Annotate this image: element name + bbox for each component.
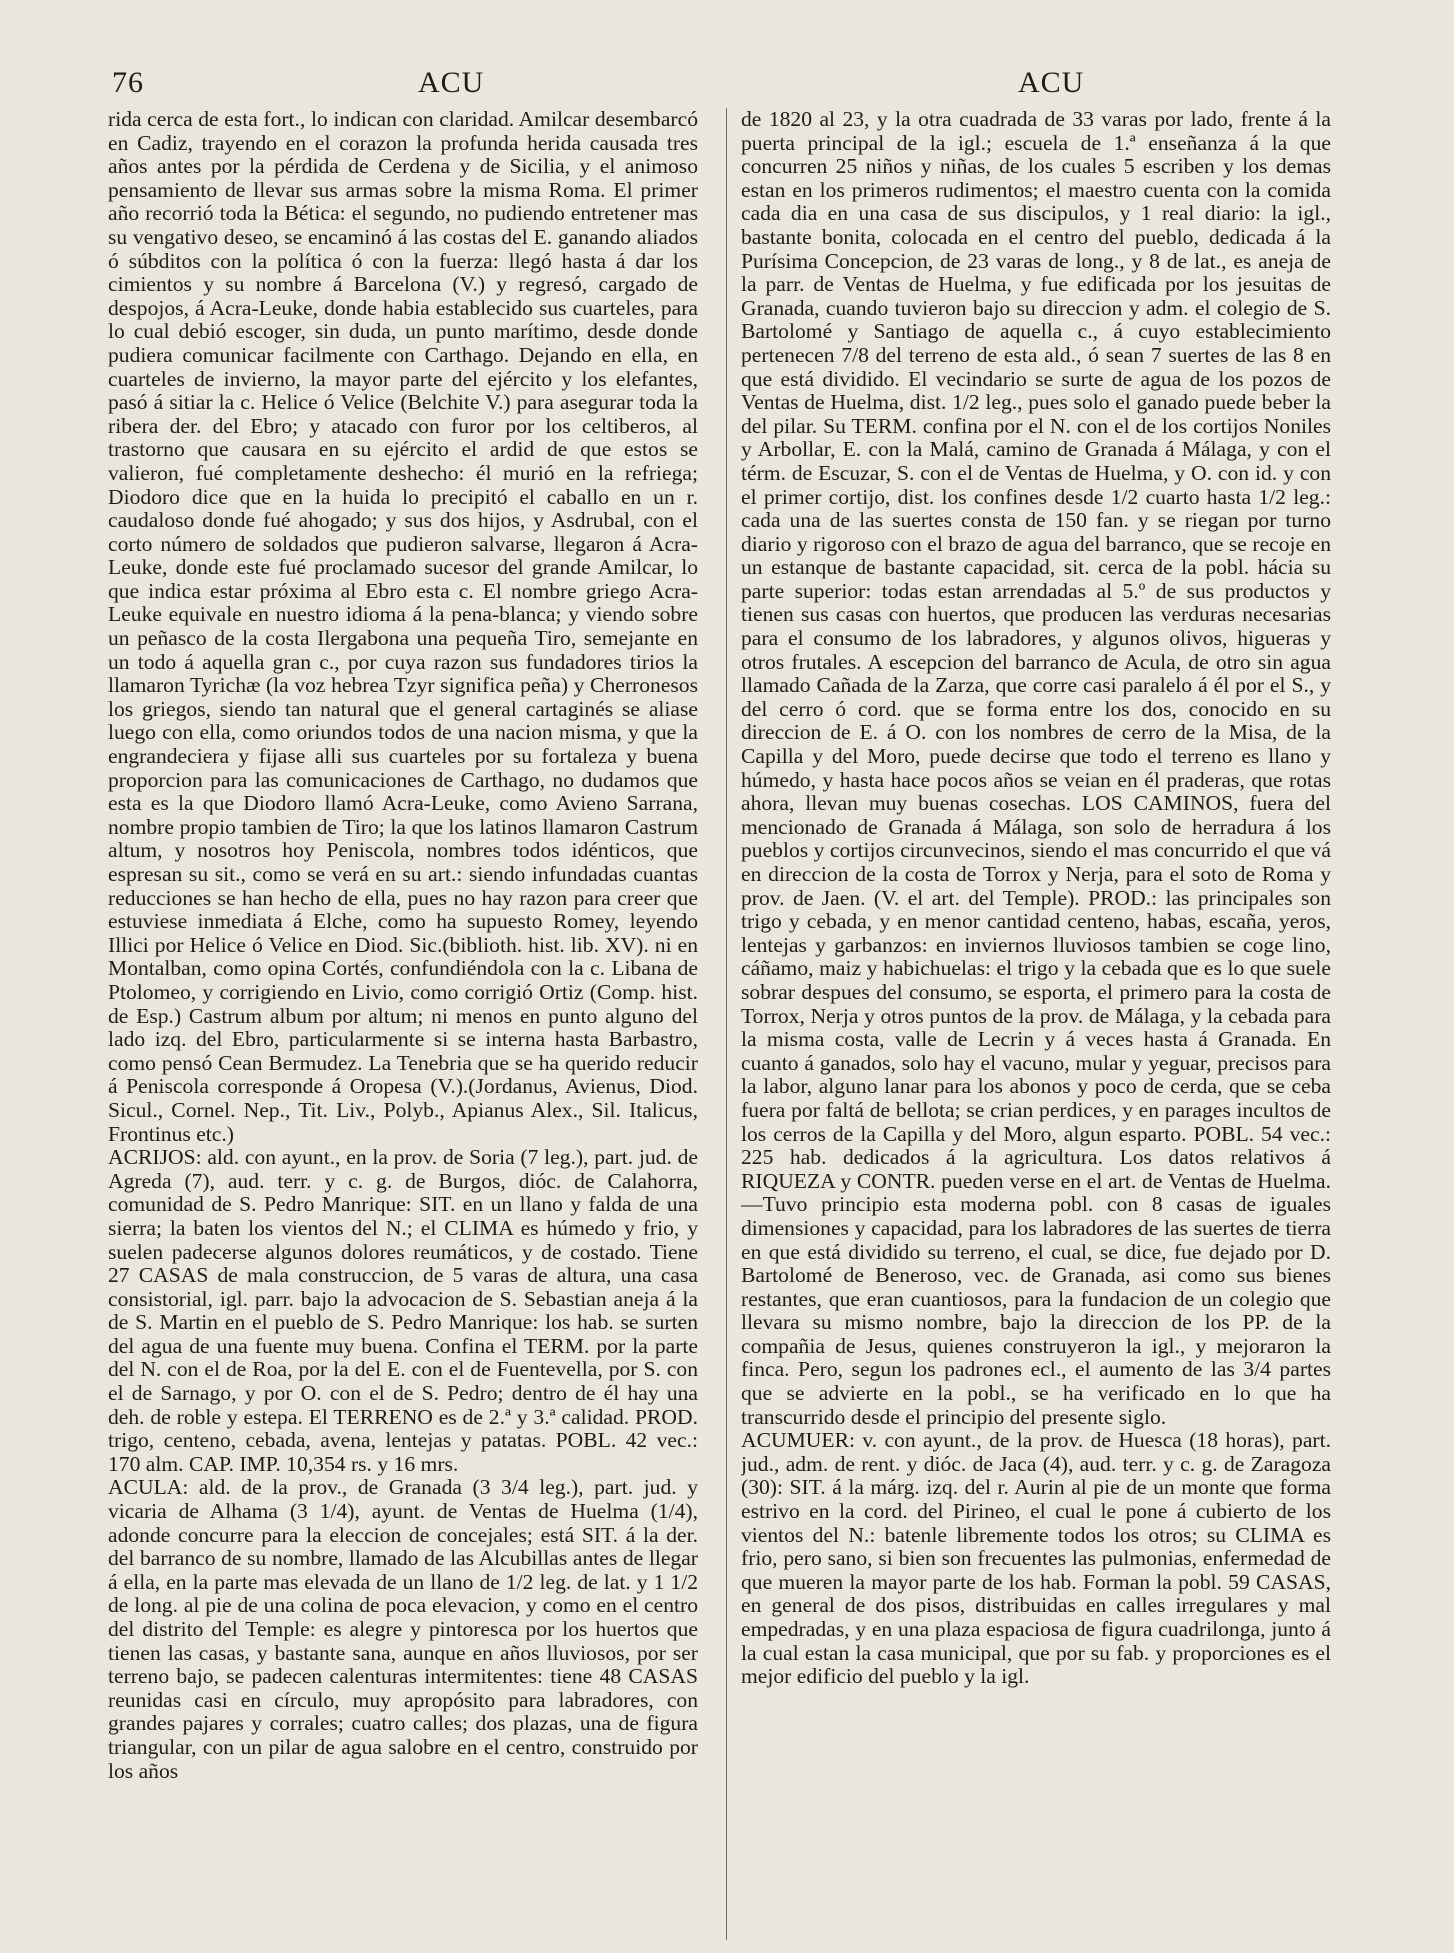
- entry-acrijos: ACRIJOS: ald. con ayunt., en la prov. de Soria (7 leg.), part. jud. de Agreda (7), aud. terr. y c. g. de Burgos, dióc. de Calahorra, comunidad de S. Pedro Manrique: SIT. en un llano y falda de una sierra; la baten los vientos del N.; el CLIMA es húmedo y frio, y suelen padecerse algunos dolores reumáticos, y de costado. Tiene 27 CASAS de mala construccion, de 5 varas de altura, una casa consistorial, igl. parr. bajo la advocacion de S. Sebastian aneja á la de S. Martin en el pueblo de S. Pedro Manrique: los hab. se surten del agua de una fuente muy buena. Confina el TERM. por la parte del N. con el de Roa, por la del E. con el de Fuentevella, por S. con el de Sarnago, y por O. con el de S. Pedro; dentro de él hay una deh. de roble y estepa. El TERRENO es de 2.ª y 3.ª calidad. PROD. trigo, centeno, cebada, avena, lentejas y patatas. POBL. 42 vec.: 170 alm. CAP. IMP. 10,354 rs. y 16 mrs.: [108, 1145, 698, 1476]
- column-divider: [726, 108, 727, 1940]
- entry-acula: ACULA: ald. de la prov., de Granada (3 3/4 leg.), part. jud. y vicaria de Alhama (3 1/4), ayunt. de Ventas de Huelma (1/4), adonde concurre para la eleccion de concejales; está SIT. á la der. del barranco de su nombre, llamado de las Alcubillas antes de llegar á ella, en la parte mas elevada de un llano de 1/2 leg. de lat. y 1 1/2 de long. al pie de una colina de poca elevacion, y como en el centro del distrito del Temple: es alegre y pintoresca por los huertos que tienen las casas, y bastante sana, aunque en años lluviosos, por ser terreno bajo, se padecen calenturas intermitentes: tiene 48 CASAS reunidas casi en círculo, muy apropósito para labradores, con grandes pajares y corrales; cuatro calles; dos plazas, una de figura triangular, con un pilar de agua salobre en el centro, construido por los años: [108, 1475, 698, 1783]
- left-column: [108, 108, 698, 1940]
- entry-paragraph: rida cerca de esta fort., lo indican con claridad. Amilcar desembarcó en Cadiz, trayendo en el corazon la profunda herida causada tres años antes por la pérdida de Cerdena y de Sicilia, y el animoso pensamiento de llevar sus armas sobre la misma Roma. El primer año recorrió toda la Bética: el segundo, no pudiendo entretener mas su vengativo deseo, se encaminó á las costas del E. ganando aliados ó súbditos con la política ó con la fuerza: llegó hasta á dar los cimientos y su nombre á Barcelona (V.) y regresó, cargado de despojos, á Acra-Leuke, donde habia establecido sus cuarteles, para lo cual debió escoger, sin duda, un punto marítimo, desde donde pudiera comunicar facilmente con Carthago. Dejando en ella, en cuarteles de invierno, la mayor parte del ejército y los elefantes, pasó á sitiar la c. Helice ó Velice (Belchite V.) para asegurar toda la ribera der. del Ebro; y atacado con furor por los celtiberos, al trastorno que causara en su ejército el ardid de que estos se valieron, fué completamente deshecho: él murió en la refriega; Diodoro dice que en la huida lo precipitó el caballo en un r. caudaloso donde fué ahogado; y sus dos hijos, y Asdrubal, con el corto número de soldados que pudieron salvarse, llegaron á Acra-Leuke, donde este fué proclamado sucesor del grande Amilcar, lo que indica estar próxima al Ebro esta c. El nombre griego Acra-Leuke equivale en nuestro idioma á la pena-blanca; y viendo sobre un peñasco de la costa Ilergabona una pequeña Tiro, semejante en un todo á aquella gran c., por cuya razon sus fundadores tirios la llamaron Tyrichæ (la voz hebrea Tzyr significa peña) y Cherronesos los griegos, siendo tan natural que el general cartaginés se aliase luego con ella, como oriundos todos de una nacion misma, y que la engrandeciera y fijase alli sus cuarteles por su fortaleza y buena proporcion para las comunicaciones de Carthago, no dudamos que esta es la que Diodoro llamó Acra-Leuke, como Avieno Sarrana, nombre propio tambien de Tiro; la que los latinos llamaron Castrum altum, y nosotros hoy Peniscola, nombres todos idénticos, que espresan su sit., como se verá en su art.: siendo infundadas cuantas reducciones se han hecho de ella, pues no hay razon para creer que estuviese inmediata á Elche, como ha supuesto Romey, leyendo Illici por Helice ó Velice en Diod. Sic.(biblioth. hist. lib. XV). ni en Montalban, como opina Cortés, confundiéndola con la c. Libana de Ptolomeo, y corrigiendo en Livio, como corrigió Ortiz (Comp. hist. de Esp.) Castrum album por altum; ni menos en punto alguno del lado izq. del Ebro, particularmente si se interna hasta Barbastro, como pensó Cean Bermudez. La Tenebria que se ha querido reducir á Peniscola corresponde á Oropesa (V.).(Jordanus, Avienus, Diod. Sicul., Cornel. Nep., Tit. Liv., Polyb., Apianus Alex., Sil. Italicus, Frontinus etc.): [108, 108, 698, 1146]
- page-number: 76: [112, 66, 144, 99]
- entry-acula-continued: de 1820 al 23, y la otra cuadrada de 33 varas por lado, frente á la puerta principal de la igl.; escuela de 1.ª enseñanza á la que concurren 25 niños y niñas, de los cuales 5 escriben y los demas estan en los primeros rudimentos; el maestro cuenta con la comida cada dia en una casa de sus discipulos, y 1 real diario: la igl., bastante bonita, colocada en el centro del pueblo, dedicada á la Purísima Concepcion, de 23 varas de long., y 8 de lat., es aneja de la parr. de Ventas de Huelma, y fue edificada por los jesuitas de Granada, cuando tuvieron bajo su direccion y adm. el colegio de S. Bartolomé y Santiago de aquella c., á cuyo establecimiento pertenecen 7/8 del terreno de esta ald., ó sean 7 suertes de las 8 en que está dividido. El vecindario se surte de agua de los pozos de Ventas de Huelma, dist. 1/2 leg., pues solo el ganado puede beber la del pilar. Su TERM. confina por el N. con el de los cortijos Noniles y Arbollar, E. con la Malá, camino de Granada á Málaga, y con el térm. de Escuzar, S. con el de Ventas de Huelma, y O. con id. y con el primer cortijo, dist. los confines desde 1/2 cuarto hasta 1/2 leg.: cada una de las suertes consta de 150 fan. y se riegan por turno diario y rigoroso con el brazo de agua del barranco, que se recoje en un estanque de bastante capacidad, sit. cerca de la pobl. hácia su parte superior: todas estan arrendadas al 5.º de sus productos y tienen sus casas con huertos, que producen las verduras necesarias para el consumo de los labradores, y algunos olivos, higueras y otros frutales. A escepcion del barranco de Acula, de otro sin agua llamado Cañada de la Zarza, que corre casi paralelo á él por el S., y del cerro ó cord. que se forma entre los dos, conocido en su direccion de E. á O. con los nombres de cerro de la Misa, de la Capilla y del Moro, puede decirse que todo el terreno es llano y húmedo, y hasta hace pocos años se veian en él praderas, que rotas ahora, llevan muy buenas cosechas. LOS CAMINOS, fuera del mencionado de Granada á Málaga, son solo de herradura á los pueblos y cortijos circunvecinos, siendo el mas concurrido el que vá en direccion de la costa de Torrox y Nerja, para el soto de Roma y prov. de Jaen. (V. el art. del Temple). PROD.: las principales son trigo y cebada, y en menor cantidad centeno, habas, escaña, yeros, lentejas y garbanzos: en inviernos lluviosos tambien se coge lino, cáñamo, maiz y habichuelas: el trigo y la cebada que es lo que suele sobrar despues del consumo, se esporta, el primero para la costa de Torrox, Nerja y otros puntos de la prov. de Málaga, y la cebada para la misma costa, valle de Lecrin y á veces hasta á Granada. En cuanto á ganados, solo hay el vacuno, mular y yeguar, precisos para la labor, alguno lanar para los abonos y poco de cerda, que se ceba fuera por faltá de bellota; se crian perdices, y en parages incultos de los cerros de la Capilla y del Moro, algun esparto. POBL. 54 vec.: 225 hab. dedicados á la agricultura. Los datos relativos á RIQUEZA y CONTR. pueden verse en el art. de Ventas de Huelma. —Tuvo principio esta moderna pobl. con 8 casas de iguales dimensiones y capacidad, para los labradores de las suertes de tierra en que está dividido su terreno, el cual, se dice, fue dejado por D. Bartolomé de Beneroso, vec. de Granada, asi como sus bienes restantes, que eran cuantiosos, para la fundacion de un colegio que llevara su mismo nombre, bajo la direccion de los PP. de la compañia de Jesus, quienes construyeron la igl., y mejoraron la finca. Pero, segun los padrones ecl., el aumento de las 3/4 partes que se advierte en la pobl., se ha verificado en lo que ha transcurrido desde el principio del presente siglo.: [741, 108, 1331, 1429]
- entry-acumuer: ACUMUER: v. con ayunt., de la prov. de Huesca (18 horas), part. jud., adm. de rent. y dióc. de Jaca (4), aud. terr. y c. g. de Zaragoza (30): SIT. á la márg. izq. del r. Aurin al pie de un monte que forma estrivo en la cord. del Pirineo, el cual le pone á cubierto de los vientos del N.: batenle libremente todos los otros; su CLIMA es frio, pero sano, si bien son frecuentes las pulmonias, enfermedad de que mueren la mayor parte de los hab. Forman la pobl. 59 CASAS, en general de dos pisos, distribuidas en calles irregulares y mal empedradas, y en una plaza espaciosa de figura cuadrilonga, junto á la cual estan la casa municipal, que por su fab. y proporciones es el mejor edificio del pueblo y la igl.: [741, 1428, 1331, 1689]
- right-column: [741, 108, 1331, 1940]
- left-running-head: ACU: [418, 66, 485, 99]
- right-running-head: ACU: [1018, 66, 1085, 99]
